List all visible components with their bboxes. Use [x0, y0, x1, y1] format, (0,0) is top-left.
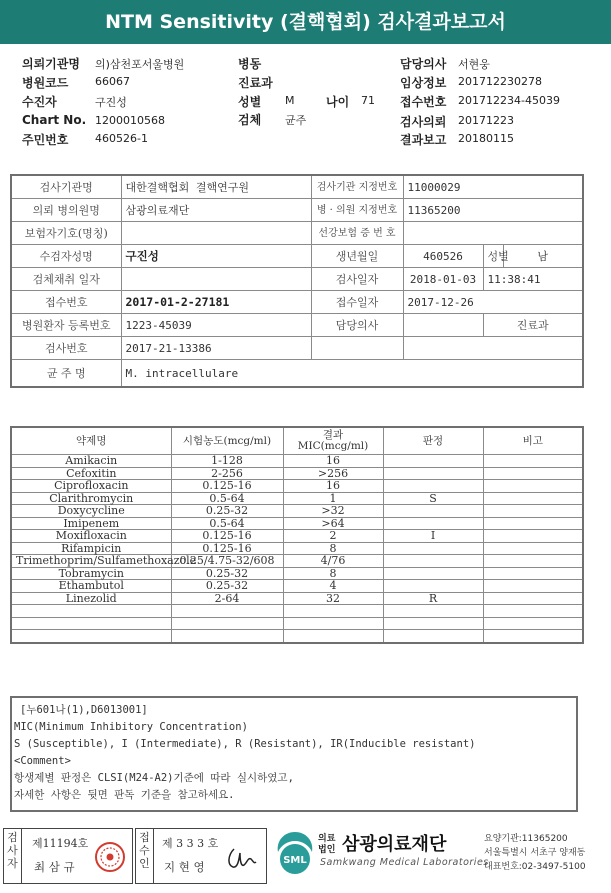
test-range: 0.125-16: [171, 480, 283, 493]
drug-name: Trimethoprim/Sulfamethoxazole: [11, 555, 171, 568]
table-row: [11, 555, 583, 568]
note: [483, 492, 583, 505]
sex-label: 성별: [238, 95, 262, 109]
note: [483, 580, 583, 593]
drug-name: Ciprofloxacin: [11, 480, 171, 493]
drug-name: Cefoxitin: [11, 467, 171, 480]
report-value: 20180115: [458, 132, 514, 145]
inspector-name: 최 삼 규: [34, 860, 75, 874]
note: [483, 567, 583, 580]
org-address: 서울특별시 서초구 양재동: [484, 848, 586, 858]
receipt-label: 접수번호: [400, 95, 447, 109]
empty-row: [11, 617, 583, 630]
request-value: 20171223: [458, 114, 514, 127]
drug-name: Linezolid: [11, 592, 171, 605]
empty-cell: [483, 630, 583, 643]
approver-label: 접수인: [136, 829, 154, 883]
receipt-no: 2017-01-2-27181: [121, 291, 311, 314]
note: [483, 467, 583, 480]
patient-label: 수진자: [22, 95, 57, 109]
reg-no-label: 병원환자 등록번호: [11, 314, 121, 337]
mic-result: >64: [283, 517, 383, 530]
organism: M. intracellulare: [121, 360, 583, 388]
organism-label: 균 주 명: [11, 360, 121, 388]
age-label: 나이: [326, 95, 350, 109]
mic-result: 4/76: [283, 555, 383, 568]
org-small-label: 의료법인: [318, 834, 336, 855]
inspector-label: 검사자: [4, 829, 22, 883]
empty-cell: [11, 605, 171, 618]
mic-result: 8: [283, 542, 383, 555]
dept-label: 진료과: [238, 76, 273, 90]
code-value: 66067: [95, 75, 130, 88]
table-row: [11, 530, 583, 543]
hospital-value: 의)삼천포서울병원: [95, 58, 185, 71]
test-range: 0.125-16: [171, 542, 283, 555]
birth: 460526: [403, 245, 483, 268]
drug-name: Doxycycline: [11, 505, 171, 518]
test-range: 0.5-64: [171, 492, 283, 505]
empty-cell: [171, 617, 283, 630]
request-label: 검사의뢰: [400, 115, 447, 129]
inspector-seal-icon: [94, 841, 126, 873]
receipt-no-label: 접수번호: [11, 291, 121, 314]
lab-name-label: 검사기관명: [11, 175, 121, 199]
empty-cell: [483, 605, 583, 618]
table-row: [11, 492, 583, 505]
notes-comment-heading: <Comment>: [14, 755, 71, 767]
clinical-value: 201712230278: [458, 75, 542, 88]
notes-mic: MIC(Minimum Inhibitory Concentration): [14, 721, 248, 733]
mic-result: 32: [283, 592, 383, 605]
col-interp: 판정: [383, 427, 483, 455]
interpretation: I: [383, 530, 483, 543]
org-phone: 대표번호:02-3497-5100: [484, 862, 586, 872]
drug-name: Tobramycin: [11, 567, 171, 580]
mic-result: >256: [283, 467, 383, 480]
notes-comment-2: 자세한 사항은 뒷면 판독 기준을 참고하세요.: [14, 789, 235, 801]
empty-cell: [11, 630, 171, 643]
test-range: 0.5-64: [171, 517, 283, 530]
approver-box: [135, 828, 267, 884]
table-row: [11, 542, 583, 555]
birth-label: 생년월일: [311, 245, 403, 268]
test-no-label: 검사번호: [11, 337, 121, 360]
approver-name: 지 현 영: [164, 860, 205, 874]
note: [483, 505, 583, 518]
empty-cell: [283, 630, 383, 643]
receipt-date-label: 접수일자: [311, 291, 403, 314]
interpretation: R: [383, 592, 483, 605]
lab-code-label: 검사기관 지정번호: [311, 175, 403, 199]
table-row: [11, 455, 583, 468]
hospital-label: 의뢰기관명: [22, 57, 80, 71]
interpretation: [383, 542, 483, 555]
mic-result: 16: [283, 455, 383, 468]
test-time: 11:38:41: [483, 268, 583, 291]
doctor-label: 담당의사: [400, 57, 447, 71]
physician-label: 담당의사: [311, 314, 403, 337]
interpretation: [383, 555, 483, 568]
org-code: 요양기관:11365200: [484, 834, 568, 844]
report-footer: [0, 826, 611, 888]
test-date: 2018-01-03: [403, 268, 483, 291]
note: [483, 480, 583, 493]
notes-comment-1: 항생제별 판정은 CLSI(M24-A2)기준에 따라 실시하였고,: [14, 772, 294, 784]
mic-result: 1: [283, 492, 383, 505]
interpretation: [383, 455, 483, 468]
dept-form-label: 진료과: [483, 314, 583, 337]
clinical-label: 임상정보: [400, 76, 447, 90]
lab-info-table: [10, 174, 584, 388]
drug-name: Ethambutol: [11, 580, 171, 593]
collect: [121, 268, 311, 291]
interpretation: [383, 580, 483, 593]
test-range: 0.25/4.75-32/608: [171, 555, 283, 568]
col-range: 시험농도(mcg/ml): [171, 427, 283, 455]
table-row: [11, 517, 583, 530]
reg-no: 1223-45039: [121, 314, 311, 337]
empty-cell: [483, 617, 583, 630]
sex-value: M: [285, 94, 295, 107]
empty-cell: [11, 617, 171, 630]
test-date-label: 검사일자: [311, 268, 403, 291]
empty-cell: [383, 630, 483, 643]
note: [483, 455, 583, 468]
empty-row: [11, 630, 583, 643]
table-row: [11, 592, 583, 605]
test-range: 2-64: [171, 592, 283, 605]
empty-row: [11, 605, 583, 618]
notes-code: [누601나(1),D6013001]: [20, 704, 148, 716]
mic-result: 8: [283, 567, 383, 580]
patient-value: 구진성: [95, 96, 127, 109]
drug-name: Moxifloxacin: [11, 530, 171, 543]
health-center-label: 선강보험 증 번 호: [311, 222, 403, 245]
test-no-blank: [311, 337, 403, 360]
inspector-box: [3, 828, 133, 884]
drug-name: Rifampicin: [11, 542, 171, 555]
physician: [403, 314, 483, 337]
notes-box: [10, 696, 578, 812]
lab-code: 11000029: [403, 175, 583, 199]
req-code: 11365200: [403, 199, 583, 222]
signature-icon: [224, 845, 258, 871]
interpretation: [383, 505, 483, 518]
org-name: 삼광의료재단: [342, 834, 447, 855]
empty-cell: [171, 605, 283, 618]
table-row: [11, 580, 583, 593]
susceptibility-table: [10, 426, 584, 644]
test-range: 1-128: [171, 455, 283, 468]
collect-label: 검체채취 일자: [11, 268, 121, 291]
approver-no: 제 3 3 3 호: [162, 837, 219, 850]
rrn-label: 주민번호: [22, 133, 69, 147]
table-row: [11, 567, 583, 580]
test-range: 0.125-16: [171, 530, 283, 543]
receipt-value: 201712234-45039: [458, 94, 560, 107]
patient-name: 구진성: [121, 245, 311, 268]
note: [483, 592, 583, 605]
note: [483, 530, 583, 543]
drug-name: Amikacin: [11, 455, 171, 468]
test-range: 0.25-32: [171, 505, 283, 518]
org-logo-icon: [272, 828, 318, 876]
org-english: Samkwang Medical Laboratories: [320, 857, 489, 868]
interpretation: [383, 567, 483, 580]
interpretation: [383, 467, 483, 480]
empty-cell: [283, 617, 383, 630]
org-logo-text: SML: [283, 855, 307, 866]
test-no: 2017-21-13386: [121, 337, 311, 360]
chart-value: 1200010568: [95, 114, 165, 127]
inspector-no: 제11194호: [32, 837, 89, 850]
mic-result: >32: [283, 505, 383, 518]
susceptibility-header: [11, 427, 583, 455]
report-title: NTM Sensitivity (결핵협회) 검사결과보고서: [0, 0, 611, 44]
rrn-value: 460526-1: [95, 132, 148, 145]
note: [483, 542, 583, 555]
receipt-date: 2017-12-26: [403, 291, 583, 314]
sex-form: 남: [503, 245, 583, 268]
col-mic: 결과 MIC(mcg/ml): [283, 427, 383, 455]
test-range: 2-256: [171, 467, 283, 480]
test-range: 0.25-32: [171, 580, 283, 593]
table-row: [11, 480, 583, 493]
note: [483, 517, 583, 530]
interpretation: [383, 480, 483, 493]
col-drug: 약제명: [11, 427, 171, 455]
insurance: [121, 222, 311, 245]
patient-name-label: 수검자성명: [11, 245, 121, 268]
mic-result: 4: [283, 580, 383, 593]
drug-name: Clarithromycin: [11, 492, 171, 505]
report-label: 결과보고: [400, 133, 447, 147]
table-row: [11, 505, 583, 518]
drug-name: Imipenem: [11, 517, 171, 530]
req-hospital-label: 의뢰 병의원명: [11, 199, 121, 222]
mic-result: 2: [283, 530, 383, 543]
doctor-value: 서현웅: [458, 58, 490, 71]
lab-name: 대한결핵협회 결핵연구원: [121, 175, 311, 199]
interpretation: [383, 517, 483, 530]
test-range: 0.25-32: [171, 567, 283, 580]
notes-legend: S (Susceptible), I (Intermediate), R (Resistant), IR(Inducible resistant): [14, 738, 476, 750]
specimen-label: 검체: [238, 113, 262, 127]
interpretation: S: [383, 492, 483, 505]
sex-form-label: 성별: [483, 245, 503, 268]
insurance-label: 보험자기호(명칭): [11, 222, 121, 245]
health-center: [403, 222, 583, 245]
table-row: [11, 467, 583, 480]
empty-cell: [383, 605, 483, 618]
col-note: 비고: [483, 427, 583, 455]
chart-label: Chart No.: [22, 113, 87, 127]
specimen-value: 균주: [285, 114, 307, 127]
empty-cell: [171, 630, 283, 643]
age-value: 71: [361, 94, 375, 107]
empty-cell: [283, 605, 383, 618]
ward-label: 병동: [238, 57, 262, 71]
req-hospital: 삼광의료재단: [121, 199, 311, 222]
note: [483, 555, 583, 568]
patient-info-panel: [0, 52, 611, 150]
mic-result: 16: [283, 480, 383, 493]
test-no-blank2: [403, 337, 583, 360]
req-code-label: 병 · 의원 지정번호: [311, 199, 403, 222]
empty-cell: [383, 617, 483, 630]
code-label: 병원코드: [22, 76, 69, 90]
